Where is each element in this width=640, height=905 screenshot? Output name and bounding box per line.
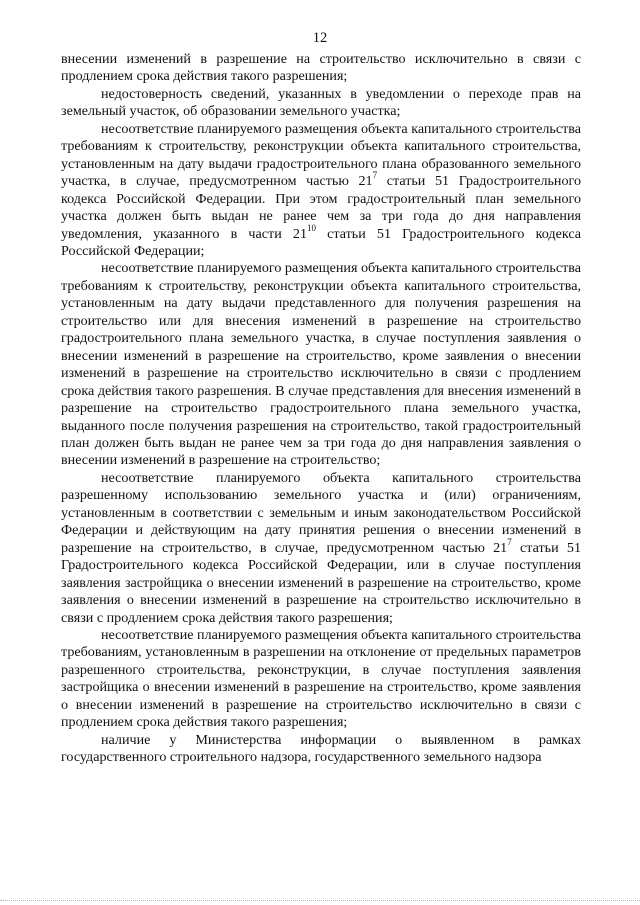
paragraph-requirements-mismatch: несоответствие планируемого размещения объекта капитального строительства требованиям к строительству, реконструкции объекта капитального строительства, установленным на дату выдачи представленного для получения разрешения на строительство или для внесения изменений в разрешение на строительство градостроительного плана земельного участка, в случае поступления заявления о внесении изменений в разрешение на строительство, кроме заявления о внесении изменений в разрешение на строительство исключительно в связи с продлением срока действия такого разрешения. В случае представления для внесения изменений в разрешение на строительство градостроительного плана земельного участка, выданного после получения разрешения на строительство, такой градостроительный план должен быть выдан не ранее чем за три года до дня направления заявления о внесении изменений в разрешение на строительство; (61, 260, 581, 469)
paragraph-land-use-mismatch (61, 470, 581, 627)
superscript-marker: 10 (307, 222, 316, 233)
paragraph-gpzu-mismatch (61, 121, 581, 261)
paragraph-text-part: несоответствие планируемого размещения объекта капитального строительства требованиям к строительству, реконструкции объекта капитального строительства, установленным на дату выдачи градостроительного плана образованного земельного участка, в случае, предусмотренном частью 21 (61, 120, 581, 190)
paragraph-text-part: статьи 51 Градостроительного кодекса Российской Федерации, или в случае поступления заявления застройщика о внесении изменений в разрешение на строительство, кроме заявления о внесении изменений в разрешение на строительство исключительно в связи с продлением срока действия такого разрешения; (61, 539, 581, 626)
page-number: 12 (312, 30, 328, 46)
paragraph-text-part: статьи 51 Градостроительного кодекса Российской Федерации; (61, 225, 582, 259)
superscript-marker: 7 (372, 170, 378, 181)
document-body (61, 51, 581, 767)
superscript-marker: 7 (507, 537, 512, 547)
paragraph-text-part: несоответствие планируемого объекта капитального строительства разрешенному использованию земельного участка и (или) ограничениям, установленным в соответствии с земельным и иным законодательством Российской Федерации и действующим на дату принятия решения о внесении изменений в разрешение на строительство, в случае, предусмотренном частью 21 (61, 469, 581, 556)
paragraph-invalid-information: недостоверность сведений, указанных в уведомлении о переходе прав на земельный участок, об образовании земельного участка; (61, 85, 581, 120)
paragraph-continuation: внесении изменений в разрешение на строительство исключительно в связи с продлением срока действия такого разрешения; (61, 51, 581, 85)
scan-edge-line (0, 900, 640, 901)
paragraph-text-part: статьи 51 Градостроительного кодекса Российской Федерации. При этом градостроительный план земельного участка должен быть выдан не ранее чем за три года до дня направления уведомления, указанного в части 21 (61, 173, 581, 242)
paragraph-ministry-information: наличие у Министерства информации о выявленном в рамках государственного строительного надзора, государственного земельного надзора (61, 731, 581, 766)
paragraph-deviation-permit-mismatch: несоответствие планируемого размещения объекта капитального строительства требованиям, установленным в разрешении на отклонение от предельных параметров разрешенного строительства, реконструкции, в случае поступления заявления застройщика о внесении изменений в разрешение на строительство, кроме заявления о внесении изменений в разрешение на строительство исключительно в связи с продлением срока действия такого разрешения; (61, 626, 581, 731)
